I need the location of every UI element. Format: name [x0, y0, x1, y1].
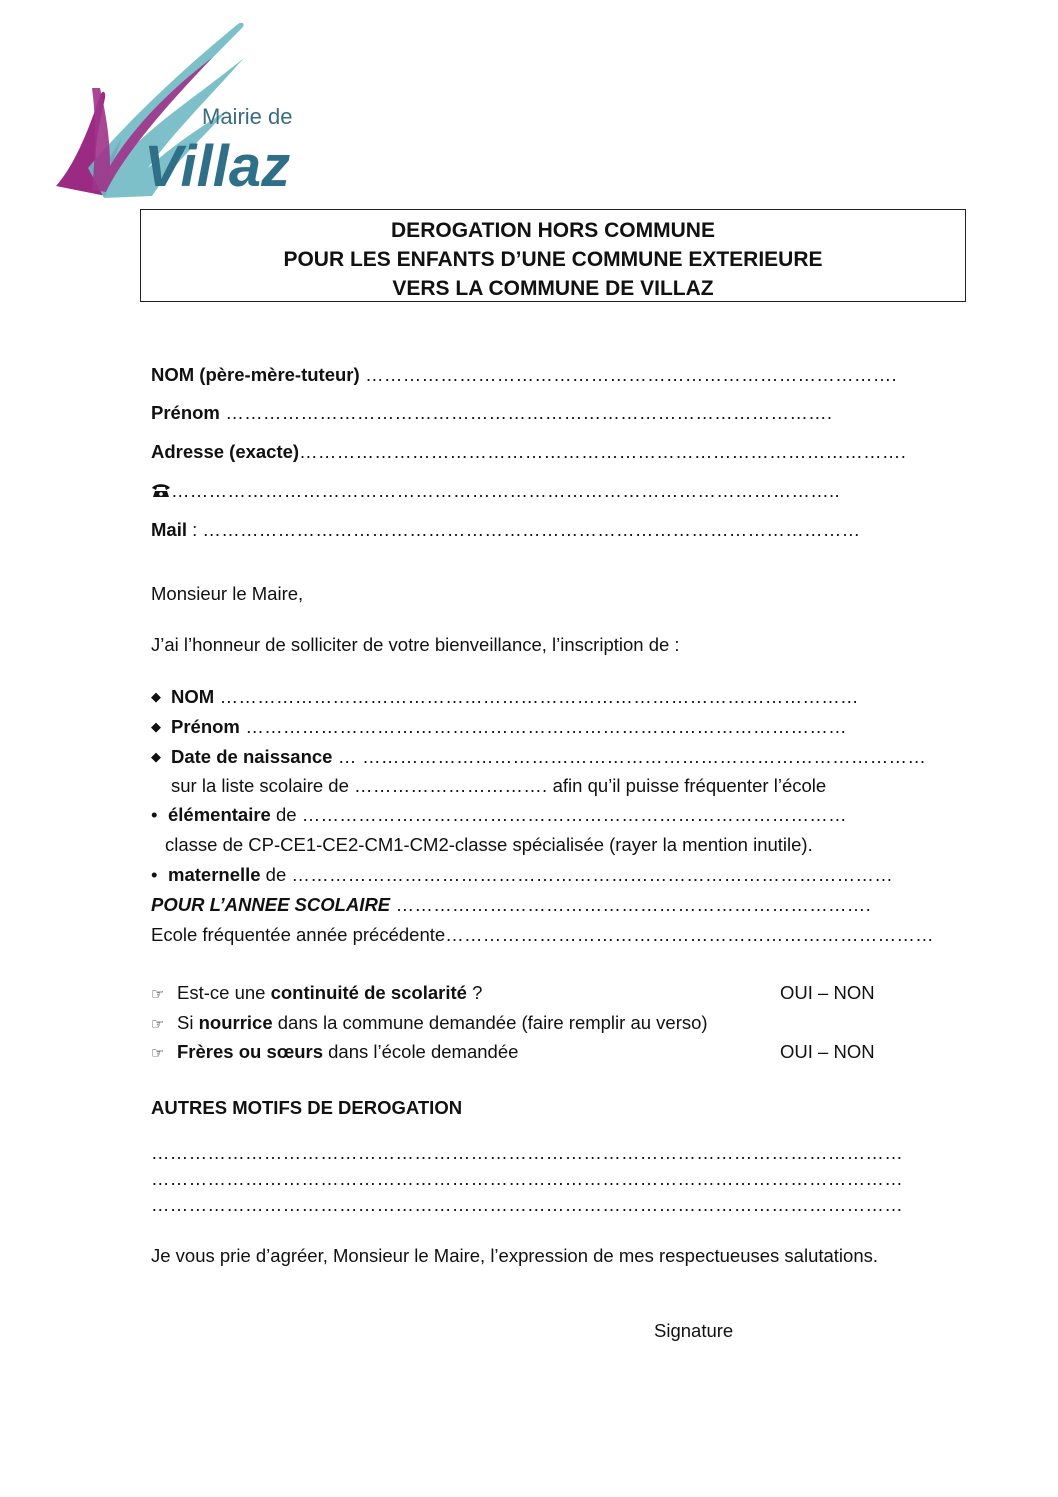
title-line-1: DEROGATION HORS COMMUNE — [391, 219, 715, 242]
ecole-precedente-dots: …………………………………………………………………… — [445, 924, 934, 945]
parent-prenom-label: Prénom — [151, 402, 220, 423]
q3-text-b: Frères ou sœurs — [177, 1041, 323, 1062]
maternelle-dots: …………………………………………………………………………………… — [291, 864, 894, 885]
pointing-hand-icon: ☞ — [151, 1016, 165, 1033]
child-date-label: Date de naissance — [171, 746, 333, 767]
q3-oui-non[interactable]: OUI – NON — [780, 1041, 875, 1062]
q1-text-a: Est-ce une — [177, 982, 271, 1003]
parent-phone-field[interactable] — [151, 480, 840, 502]
diamond-bullet-icon: ◆ — [151, 719, 161, 734]
parent-adresse-label: Adresse (exacte) — [151, 441, 300, 462]
child-date-field[interactable] — [151, 746, 926, 768]
annee-scolaire-dots: …………………………………………………………………. — [390, 894, 872, 915]
child-date-dots: … ……………………………………………………………………………… — [332, 746, 927, 767]
liste-text-b: afin qu’il puisse fréquenter l’école — [547, 775, 827, 796]
q1-text-b: continuité de scolarité — [270, 982, 467, 1003]
dot-bullet-icon: • — [151, 864, 158, 885]
liste-dots: …………………………. — [354, 775, 548, 796]
pointing-hand-icon: ☞ — [151, 986, 165, 1003]
autres-motifs-line-2[interactable]: ………………………………………………………………………………………………………… — [151, 1168, 903, 1189]
parent-mail-dots: …………………………………………………………………………………………… — [202, 519, 861, 540]
logo-villaz: Villaz — [144, 134, 291, 199]
logo-mairie-de: Mairie de — [202, 104, 293, 129]
signature-label: Signature — [654, 1320, 734, 1341]
salutation: Monsieur le Maire, — [151, 583, 304, 604]
pointing-hand-icon: ☞ — [151, 1045, 165, 1062]
question-freres-soeurs — [151, 1041, 518, 1063]
elementaire-label: élémentaire — [168, 804, 271, 825]
parent-mail-label: Mail — [151, 519, 187, 540]
autres-motifs-line-3[interactable]: ………………………………………………………………………………………………………… — [151, 1194, 903, 1215]
ecole-precedente-field[interactable] — [151, 924, 934, 946]
child-prenom-dots: …………………………………………………………………………………… — [239, 716, 847, 737]
child-nom-label: NOM — [171, 686, 215, 707]
child-nom-field[interactable] — [151, 686, 859, 708]
elementaire-de: de — [270, 804, 302, 825]
parent-nom-label: NOM (père-mère-tuteur) — [151, 364, 360, 385]
maternelle-label: maternelle — [168, 864, 261, 885]
maternelle-field[interactable] — [151, 864, 893, 886]
q2-text-b: nourrice — [198, 1012, 273, 1033]
parent-mail-field[interactable] — [151, 519, 860, 541]
autres-motifs-title: AUTRES MOTIFS DE DEROGATION — [151, 1097, 463, 1118]
annee-scolaire-field[interactable] — [151, 894, 871, 916]
liste-scolaire-line[interactable] — [171, 775, 826, 797]
title-line-2: POUR LES ENFANTS D’UNE COMMUNE EXTERIEURE — [283, 248, 823, 271]
closing-formula: Je vous prie d’agréer, Monsieur le Maire, l’expression de mes respectueuses salutations. — [151, 1245, 879, 1266]
parent-phone-dots: …………………………………………………………………………………………….. — [171, 480, 840, 501]
child-prenom-field[interactable] — [151, 716, 847, 738]
diamond-bullet-icon: ◆ — [151, 749, 161, 764]
elementaire-field[interactable] — [151, 804, 847, 826]
ecole-precedente-label: Ecole fréquentée année précédente — [151, 924, 446, 945]
parent-mail-colon: : — [186, 519, 203, 540]
question-nourrice — [151, 1012, 708, 1034]
parent-nom-dots: …………………………………………………………………………. — [359, 364, 897, 385]
parent-adresse-dots: ……………………………………………………………………………………. — [299, 441, 907, 462]
title-box — [140, 209, 966, 302]
elementaire-dots: …………………………………………………………………………… — [301, 804, 847, 825]
q2-text-a: Si — [177, 1012, 199, 1033]
q2-text-c: dans la commune demandée (faire remplir au verso) — [272, 1012, 708, 1033]
diamond-bullet-icon: ◆ — [151, 689, 161, 704]
q1-text-c: ? — [466, 982, 483, 1003]
annee-scolaire-label: POUR L’ANNEE SCOLAIRE — [151, 894, 391, 915]
classe-options[interactable]: classe de CP-CE1-CE2-CM1-CM2-classe spécialisée (rayer la mention inutile). — [165, 834, 813, 855]
child-nom-dots: ………………………………………………………………………………………… — [214, 686, 859, 707]
parent-nom-field[interactable] — [151, 364, 897, 386]
child-prenom-label: Prénom — [171, 716, 240, 737]
maternelle-de: de — [260, 864, 292, 885]
q1-oui-non[interactable]: OUI – NON — [780, 982, 875, 1003]
telephone-icon — [151, 483, 171, 498]
parent-prenom-field[interactable] — [151, 402, 832, 424]
title-line-3: VERS LA COMMUNE DE VILLAZ — [392, 277, 714, 300]
mairie-villaz-logo — [52, 18, 314, 214]
dot-bullet-icon: • — [151, 804, 158, 825]
parent-adresse-field[interactable] — [151, 441, 906, 463]
question-continuite — [151, 982, 482, 1004]
q3-text-c: dans l’école demandée — [323, 1041, 519, 1062]
parent-prenom-dots: ……………………………………………………………………………………. — [219, 402, 833, 423]
autres-motifs-line-1[interactable]: ………………………………………………………………………………………………………… — [151, 1142, 903, 1163]
intro-text: J’ai l’honneur de solliciter de votre bienveillance, l’inscription de : — [151, 634, 680, 655]
liste-text-a: sur la liste scolaire de — [171, 775, 355, 796]
